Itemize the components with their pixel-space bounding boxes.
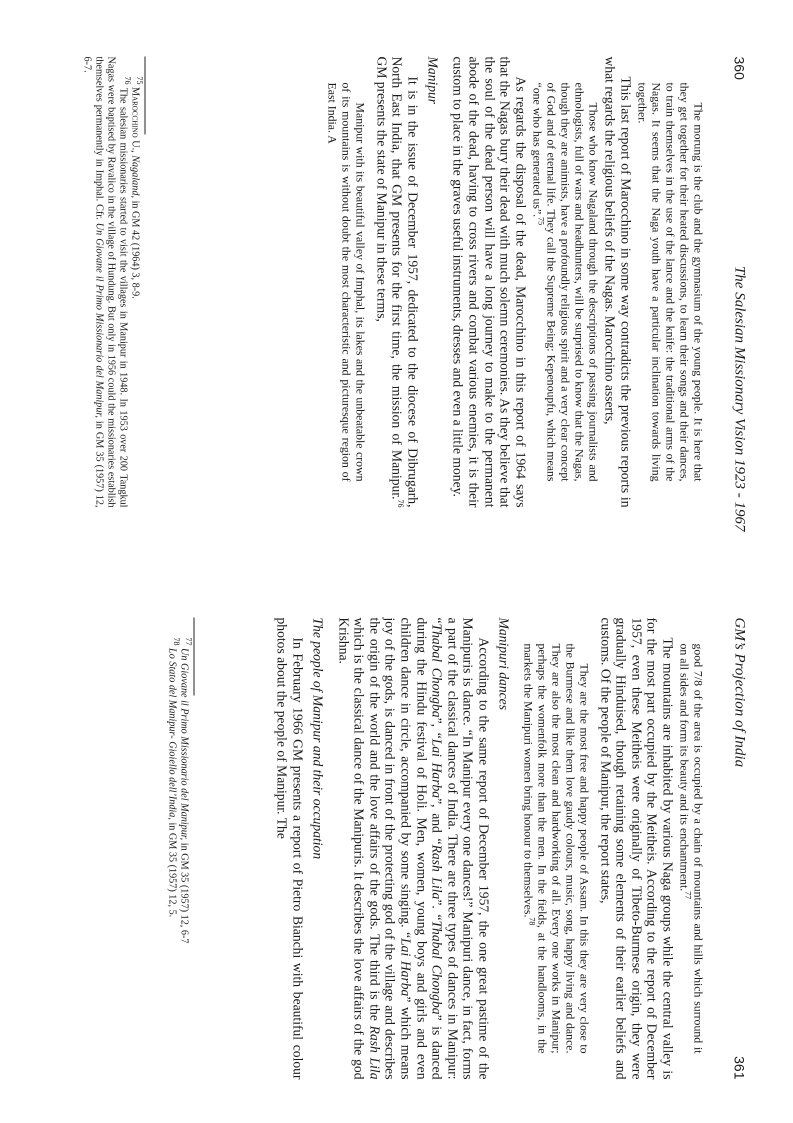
quote-text: The morung is the club and the gymnasium of the young people. It is here that they get together for their heated discussions, to learn their songs and their dances, to train themselves in the use of the lance and the knife: the traditional arms of the Nagas. It seems that the Naga youth have a particular inclination towards living together. [635, 82, 705, 481]
footnote-separator: , [129, 149, 140, 155]
footnote-text: , in GM 42 (1964) 3, 8-9. [129, 194, 140, 299]
quote-body: good 7/8 of the area is occupied by a chain of mountains and hills which surround it on all sides and form its beauty and its enchantment. [677, 643, 705, 1053]
left-page-number: 360 [731, 56, 747, 80]
footnote-76 [80, 56, 132, 508]
dance-name: Lai Harba [398, 937, 414, 996]
block-quote-mountains [677, 643, 705, 1053]
paragraph-text: According to the same report of December 1957, the one great pastime of the Manipuris is dance. “In Manipur every one dances!” Manipuri dance, in fact, forms a part of the classical dances of India. There are three types of dances in Manipur: “ [429, 617, 492, 1079]
dance-name: Lai Harba [429, 738, 445, 798]
paragraph-text: which is the classical dance of the Manipuris. It describes the love affairs of the god Krishna. [335, 617, 367, 1079]
dance-name: Thabal Chongba [429, 920, 445, 1015]
footnote-number: 76 [122, 76, 132, 84]
footnote-75 [128, 56, 144, 507]
section-heading: Manipuri dances [496, 617, 512, 710]
section-heading: Manipur [424, 56, 440, 104]
footnote-title: Un Giovane il Primo Missionario del Manipur, [93, 222, 104, 418]
right-page-header [725, 617, 747, 1079]
footnote-ref: 76 [395, 499, 405, 507]
paragraph-text: ” is danced during the Hindu festival of Holi. Men, women, young boys and girls and even children dance in circle, accompanied by some singing. “ [398, 617, 445, 1080]
footnote-ref: 75 [535, 216, 545, 225]
footnote-text: The salesian missionaries started to visit the villages in Manipur in 1948. In 1953 over 200 Tangkul Nagas were baptised by Ravalico in the village of Hundung. But only in 1956 could the missionaries establish themselves permanently in Imphal. Cfr. [93, 56, 128, 507]
paragraph: This last report of Marocchino in some way contradicts the previous reports in what regards the religious beliefs of the Nagas. Marocchino asserts, [602, 56, 633, 507]
footnote-title: Lo Stato del Manipur- Gioiello dell’India, [166, 647, 177, 820]
block-quote-nagaland [530, 82, 600, 481]
dance-name: Rash Lila [429, 844, 445, 899]
section-heading: The people of Manipur and their occupation [310, 617, 326, 859]
paragraph: As regards the disposal of the dead, Marocchino in this report of 1964 says that the Nagas bury their dead with much solemn ceremonies. As they believe that the soul of the dead person will have a long journey to make to the permanent abode of the dead, having to cross rivers and combat various enemies, it is their custom to place in the graves useful instruments, dresses and even a little money. [450, 56, 528, 507]
quote-text [530, 82, 600, 481]
paragraph: The mountains are inhabited by various Naga groups while the central valley is for the most part occupied by the Meitheis. According to the report of December 1957, even these Meitheis were originally of Tibeto-Burmese origin, they were gradually Hinduised, though retaining some elements of their earlier beliefs and customs. Of the people of Manipur, the report states, [597, 617, 675, 1079]
footnote-78 [165, 617, 181, 1079]
footnote-ref: 77 [682, 890, 692, 899]
footnote-text: in GM 35 (1957) 12, 5. [166, 819, 177, 917]
footnote-rule [193, 617, 194, 695]
block-quote-morung [635, 82, 705, 481]
right-page-body [274, 617, 705, 1079]
footnote-title: Nagaland [129, 154, 140, 195]
left-page [0, 0, 793, 561]
right-footnotes [165, 617, 194, 1079]
footnote-author: Marocchino U. [129, 86, 140, 150]
right-running-title: GM’s Projection of India [731, 617, 747, 767]
quote-text: Manipur with its beautiful valley of Imphal, its lakes and the unbeatable crown of its mountains is without doubt the most characteristic and picturesque region of East India. A [325, 82, 368, 481]
paragraph-text: ”, “ [429, 717, 445, 739]
left-footnotes [80, 56, 145, 507]
footnote-number: 75 [134, 76, 144, 84]
paragraph-text: ”. “ [429, 898, 445, 920]
paragraph-dances [335, 617, 491, 1079]
right-page-number: 361 [731, 1055, 747, 1079]
paragraph-text: ”, and “ [429, 797, 445, 845]
left-running-title: The Salesian Missionary Vision 1923 - 1967 [731, 265, 747, 531]
paragraph-text: GM presents the state of Manipur in these terms, [373, 56, 389, 322]
block-quote-manipur [325, 82, 367, 481]
paragraph-text: ” which means joy of the gods, is danced in front of the protecting god of the village and describes the origin of the world and the love affairs of the gods. The third is the [366, 617, 414, 1080]
paragraph-text: It is in the issue of December 1957, dedicated to the diocese of Dibrugarh, North East India, that GM presents for the first time, the mission of Manipur. [389, 56, 420, 507]
footnote-77 [177, 617, 193, 1079]
quote-text [677, 643, 705, 1053]
footnote-text: in GM 35 (1957) 12, 6-7. [81, 56, 104, 508]
quote-body: They are the most free and happy people of Assam. In this they are very close to the Burmese and like them love gaudy colours, music, song, happy living and dance. They are also the most clean and hardworking of all. Every one works in Manipur; perhaps the womenfolk more than the men. In the fields, at the handlooms, in the markets the Manipuri women bring honour to themselves. [521, 643, 592, 1053]
footnote-title: Un Giovane il Primo Missionario del Manipur, [178, 647, 189, 840]
dance-name: Thabal Chongba [429, 623, 445, 718]
dance-name: Rash Lila [366, 1025, 382, 1080]
footnote-ref: 78 [526, 916, 536, 925]
paragraph [373, 56, 420, 507]
paragraph: In February 1966 GM presents a report of Pietro Bianchi with beautiful colour photos about the people of Manipur. The [274, 617, 306, 1079]
footnote-text: in GM 35 (1957) 12, 6-7 [178, 839, 189, 943]
right-page [0, 562, 793, 1123]
quote-body: Those who know Nagaland through the descriptions of passing journalists and ethnologists, full of wars and headhunters, will be surprised to know that the Nagas, though they are animists, have a profoundly religious spirit and a very clear concept of God and of eternal life. They call the Supreme Being: Kepenoupfu, which means “one who has generated us”. [529, 82, 600, 481]
footnote-rule [144, 56, 145, 134]
left-page-header [725, 56, 747, 531]
footnote-number: 77 [183, 637, 193, 645]
footnote-number: 78 [171, 637, 181, 645]
block-quote-people [521, 643, 591, 1053]
quote-text [521, 643, 591, 1053]
left-page-body [323, 56, 705, 507]
